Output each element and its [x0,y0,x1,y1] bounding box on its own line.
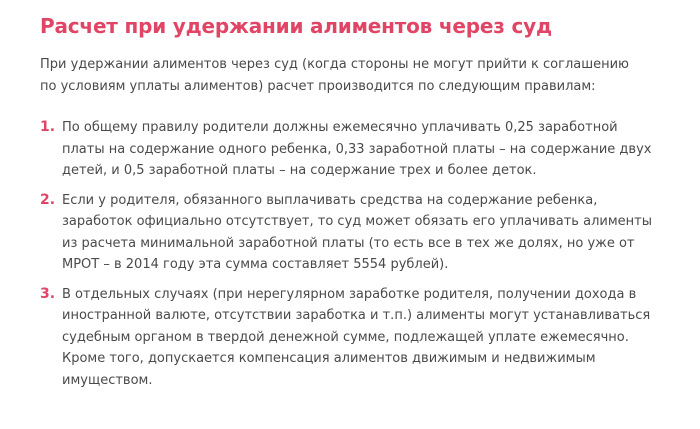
rule-item [40,284,652,392]
article-intro: При удержании алиментов через суд (когда стороны не могут прийти к соглашению по условиям уплаты алиментов) расчет производится по следующим правилам: [40,57,629,94]
rule-number: 1. [40,119,56,135]
rule-text: Если у родителя, обязанного выплачивать средства на содержание ребенка, заработок официально отсутствует, то суд может обязать его уплачивать алименты из расчета минимальной заработной платы (то есть все в тех же долях, но уже от МРОТ – в 2014 году эта сумма составляет 5554 рублей). [62,192,652,272]
article [40,11,680,399]
rule-text: В отдельных случаях (при нерегулярном заработке родителя, получении дохода в иностранной валюте, отсутствии заработка и т.п.) алименты могут устанавливаться судебным органом в твердой денежной сумме, подлежащей уплате ежемесячно. Кроме того, допускается компенсация алиментов движимым и недвижимым имуществом. [62,286,651,388]
rule-text: По общему правилу родители должны ежемесячно уплачивать 0,25 заработной платы на содержание одного ребенка, 0,33 заработной платы – на содержание двух детей, и 0,5 заработной платы – на содержание трех и более деток. [62,120,652,178]
rules-list [40,117,680,391]
rule-item [40,190,652,276]
rule-number: 2. [40,191,56,208]
rule-number: 3. [40,285,56,302]
rule-item [40,117,652,182]
article-title: Расчет при удержании алиментов через суд [40,14,552,38]
